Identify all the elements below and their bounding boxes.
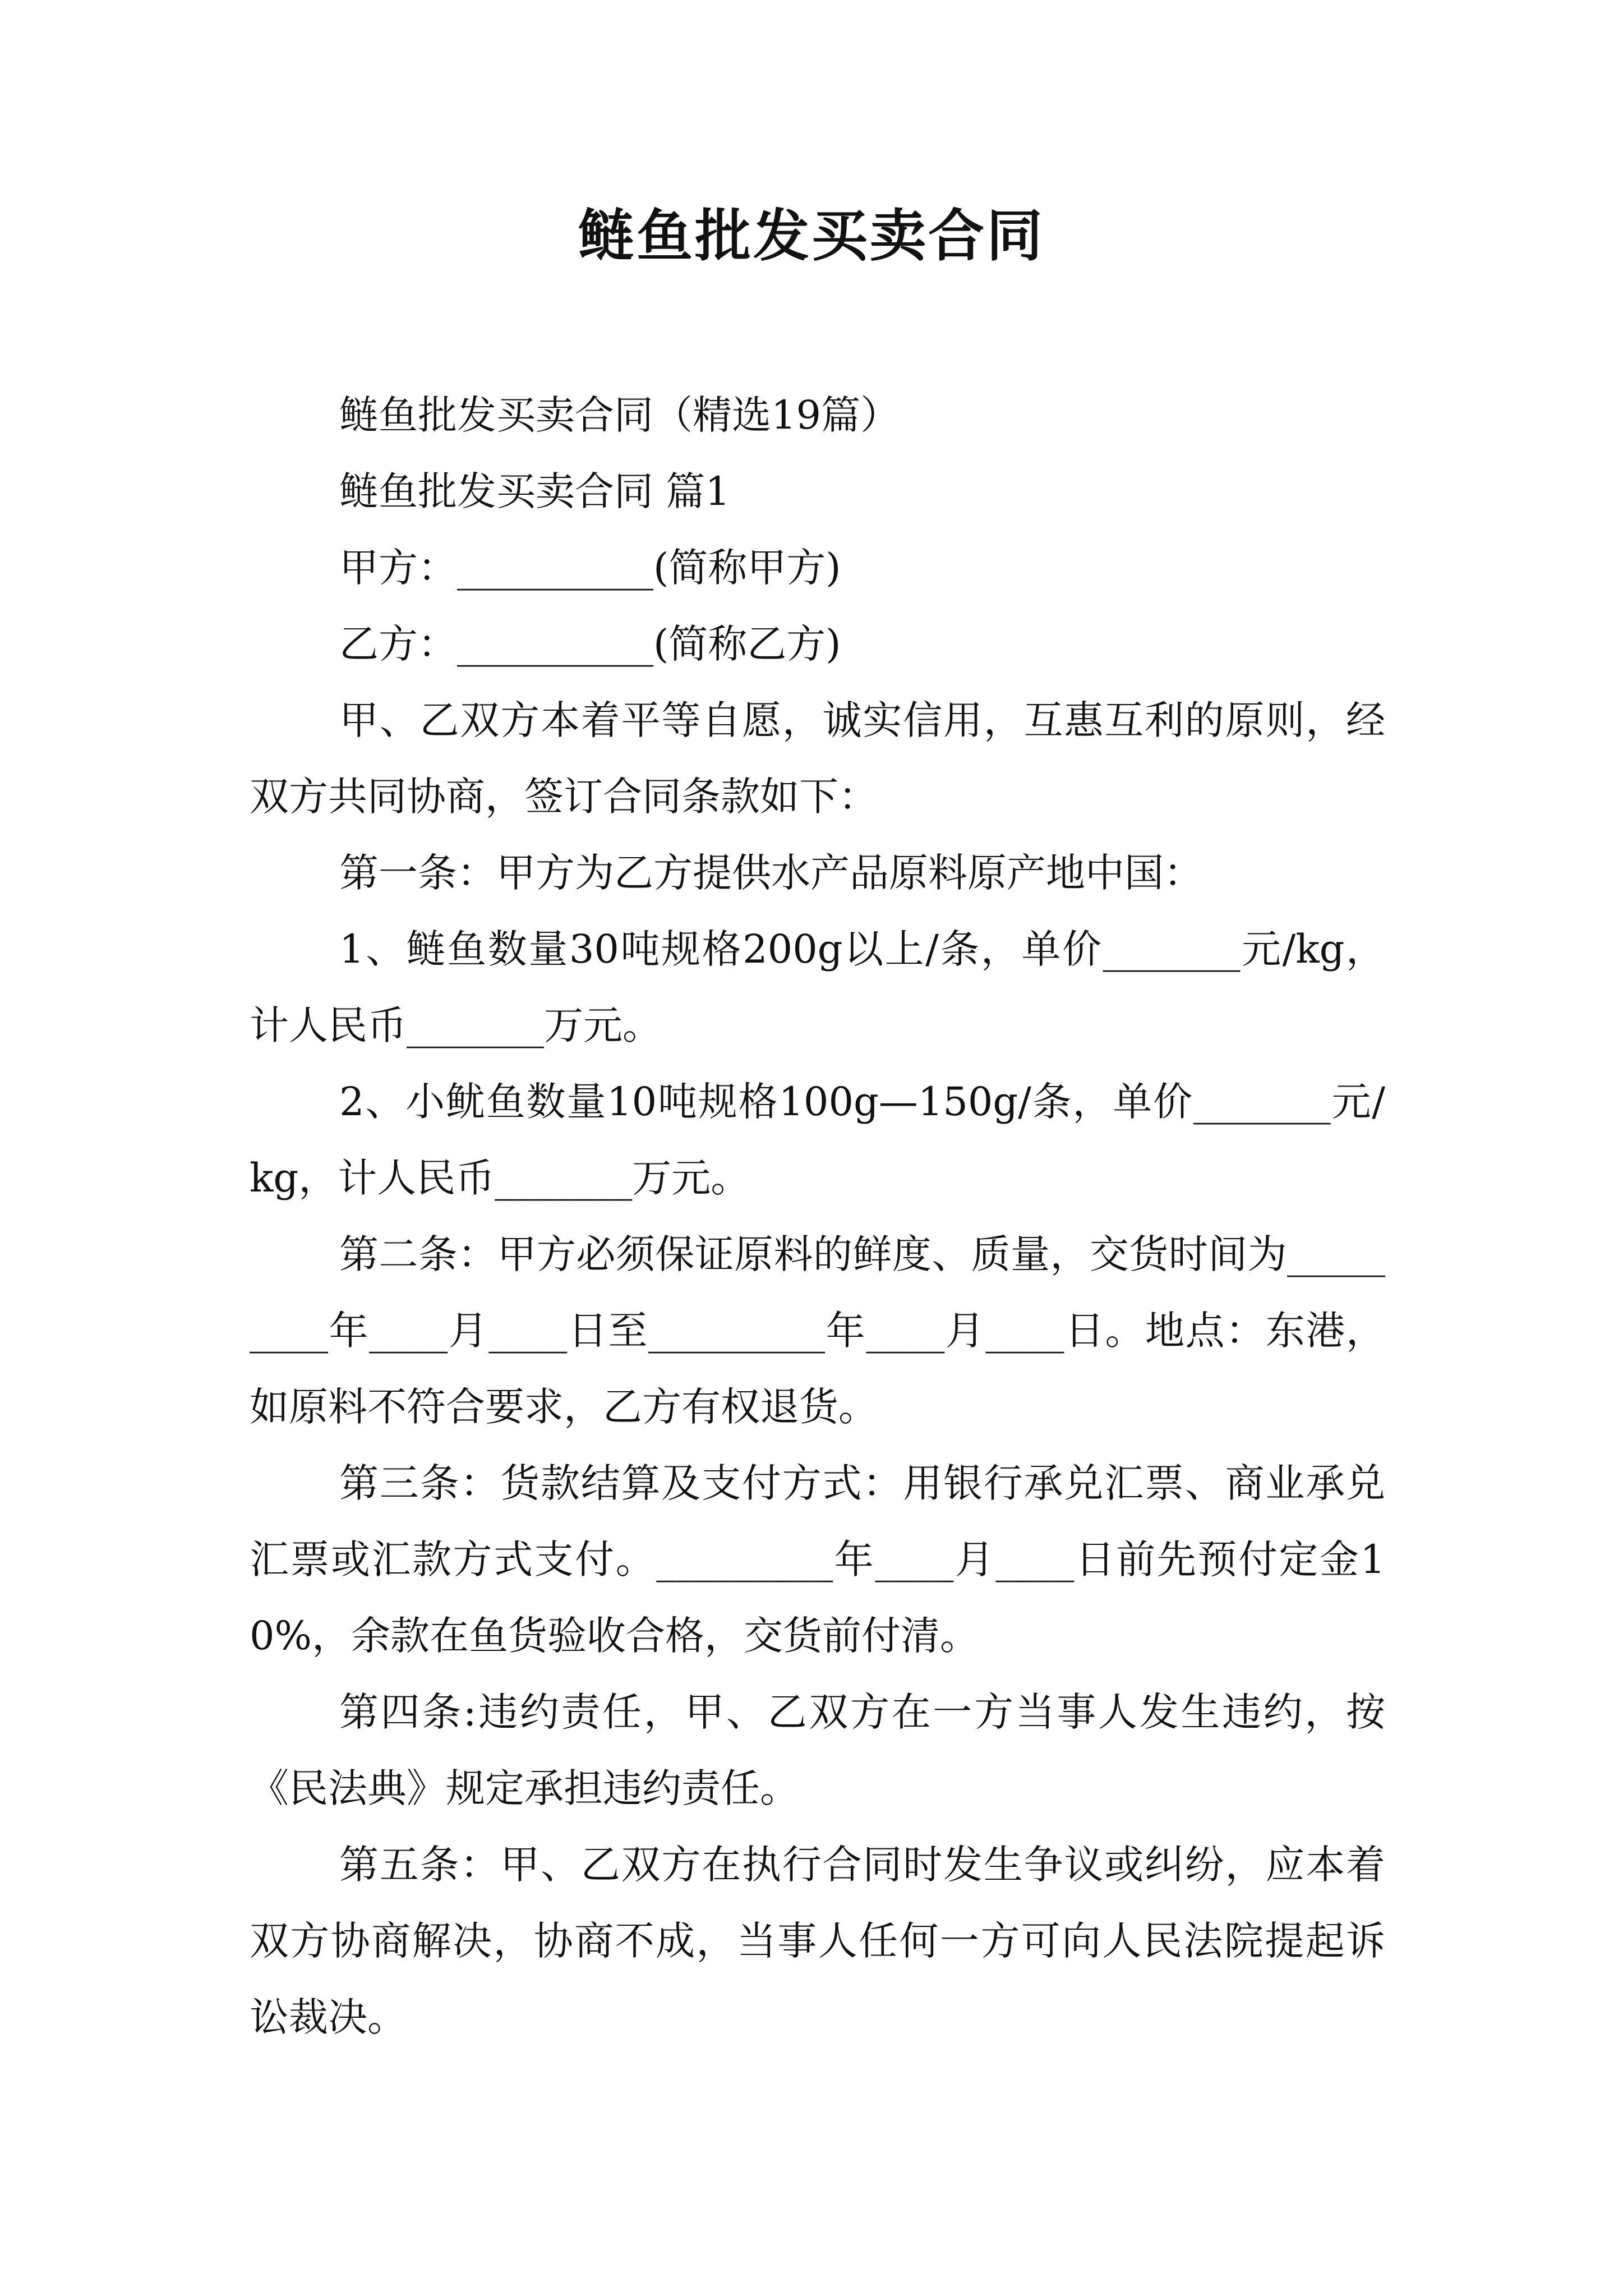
article-1: 第一条：甲方为乙方提供水产品原料原产地中国： <box>339 850 1203 896</box>
article-1-item-2: 2、小鱿鱼数量10吨规格100g—150g/条，单价_______元/kg，计人民币_______万元。 <box>250 1079 1385 1201</box>
party-b-line: 乙方：__________(简称乙方) <box>339 621 841 667</box>
document-title: 鲢鱼批发买卖合同 <box>578 203 1045 269</box>
article-1-item-1: 1、鲢鱼数量30吨规格200g以上/条，单价_______元/kg，计人民币_______万元。 <box>250 926 1385 1048</box>
article-5: 第五条：甲、乙双方在执行合同时发生争议或纠纷，应本着双方协商解决，协商不成，当事人任何一方可向人民法院提起诉讼裁决。 <box>250 1842 1385 2040</box>
collection-heading: 鲢鱼批发买卖合同（精选19篇） <box>339 392 900 438</box>
party-a-line: 甲方：__________(简称甲方) <box>339 545 841 591</box>
preamble-paragraph: 甲、乙双方本着平等自愿，诚实信用，互惠互利的原则，经双方共同协商，签订合同条款如下： <box>250 697 1385 820</box>
article-3: 第三条：货款结算及支付方式：用银行承兑汇票、商业承兑汇票或汇款方式支付。_________年____月____日前先预付定金10%，余款在鱼货验收合格，交货前付清。 <box>250 1460 1385 1659</box>
article-4: 第四条:违约责任，甲、乙双方在一方当事人发生违约，按《民法典》规定承担违约责任。 <box>250 1689 1385 1811</box>
document-body <box>250 377 1385 2055</box>
article-2: 第二条：甲方必须保证原料的鲜度、质量，交货时间为_________年____月____日至_________年____月____日。地点：东港，如原料不符合要求，乙方有权退货。 <box>250 1231 1385 1430</box>
section-heading: 鲢鱼批发买卖合同 篇1 <box>339 468 730 514</box>
